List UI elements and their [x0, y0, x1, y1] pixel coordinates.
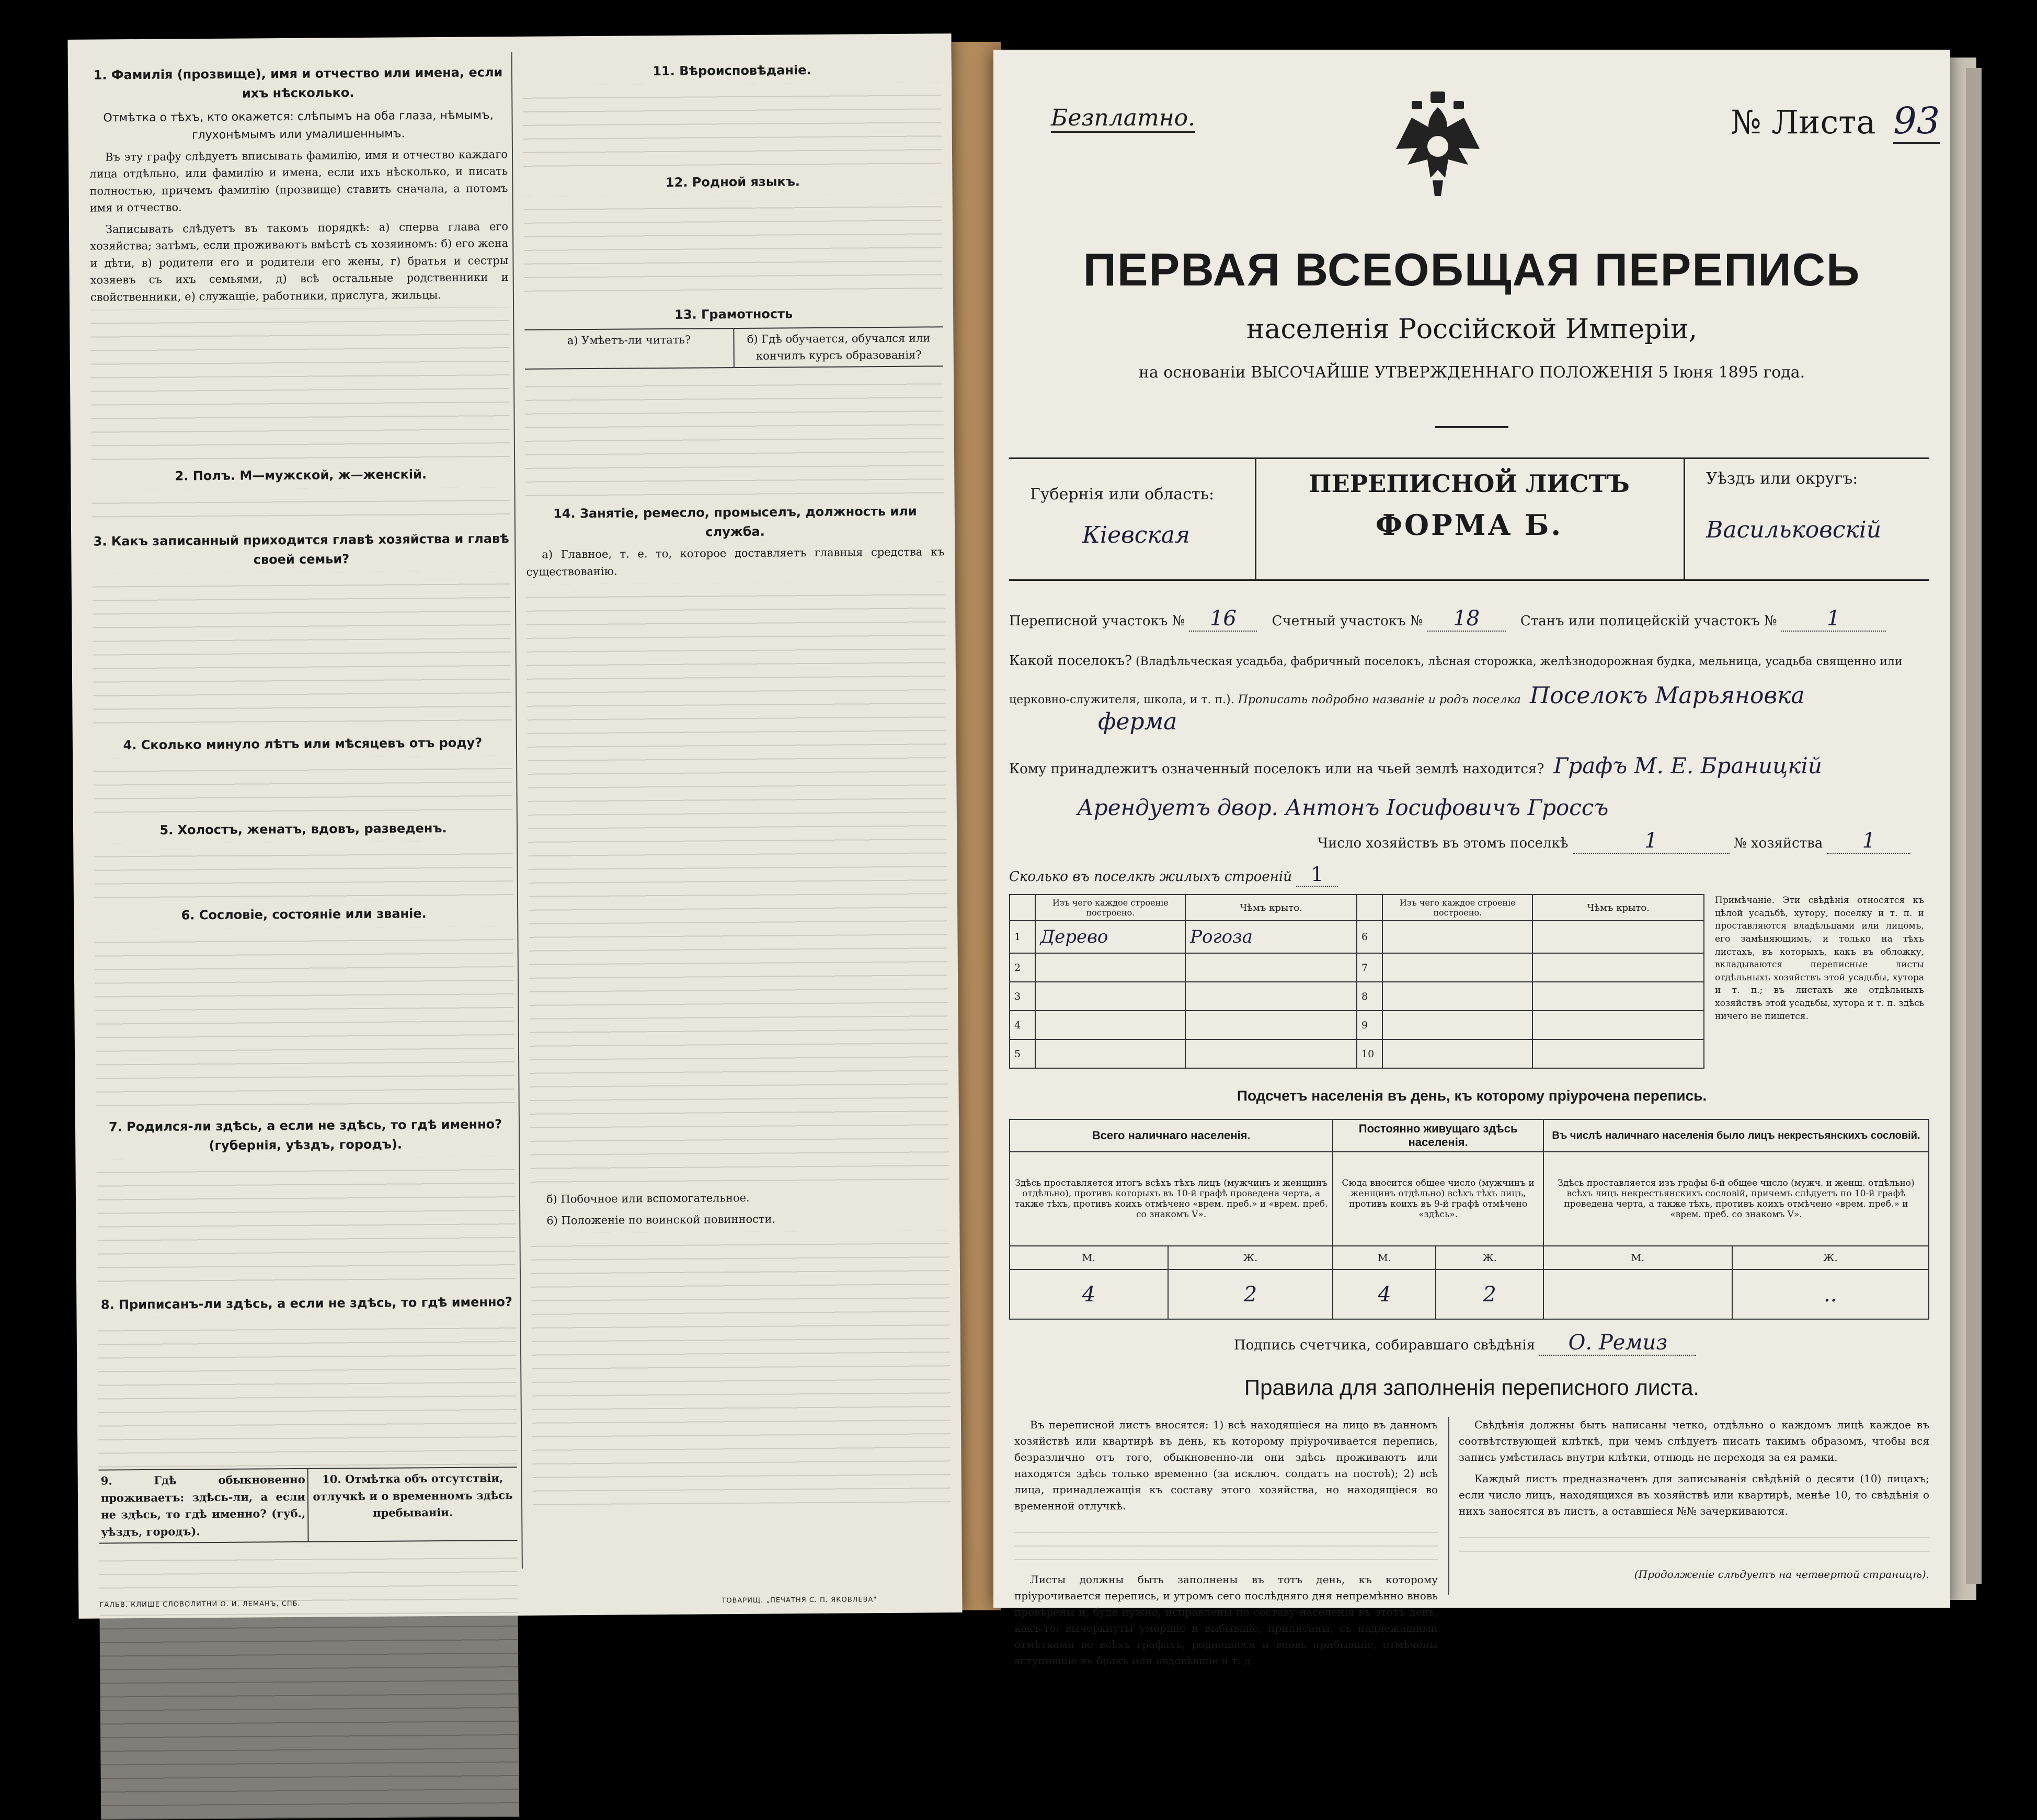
building-roof[interactable]: Рогоза	[1185, 921, 1357, 953]
count-title: Подсчетъ населенія въ день, къ которому пріурочена перепись.	[1237, 1088, 1707, 1104]
section-heading: б) Гдѣ обучается, обучался или кончилъ курсъ образованія?	[747, 331, 931, 362]
household-number-value[interactable]: 1	[1827, 829, 1910, 854]
table-row: 1 Дерево Рогоза 6	[1010, 921, 1704, 953]
text-block	[91, 487, 510, 527]
section-heading: 9. Гдѣ обыкновенно проживаетъ: здѣсь-ли, а если не здѣсь, то гдѣ именно? (губ., уѣздъ, городъ).	[99, 1469, 309, 1543]
instructions-column-left	[89, 58, 519, 1820]
section-heading: 11. Вѣроисповѣданіе.	[653, 63, 811, 79]
owner-row: Кому принадлежитъ означенный поселокъ или на чьей землѣ находится? Графъ М. Е. Браницкій	[1009, 753, 1822, 779]
text-block	[1014, 1519, 1438, 1566]
census-form-page	[993, 50, 1950, 1667]
rules-column-right	[1459, 1417, 1929, 1583]
sheet-number-value: 93	[1893, 99, 1940, 144]
continued-note: (Продолженіе слѣдуетъ на четвертой страницѣ).	[1634, 1568, 1929, 1581]
count-district-value[interactable]: 18	[1427, 606, 1506, 632]
text-block	[531, 1230, 951, 1505]
paragraph: Листы должны быть заполнены въ тотъ день, къ которому пріурочивается перепись, и утромъ сего послѣдняго дня непремѣнно вновь провѣрены и, буде нужно, исправлены по составу населенія въ этотъ день, какъ-то: вычеркнуты умершіе и выбывшіе, приписаны, съ надлежащими отмѣтками во всѣхъ графахъ, родившіеся и вновь прибывшіе, отмѣчены вступившіе въ бракъ или овдовѣвшіе и т. д.	[1014, 1573, 1438, 1667]
note: Примѣчаніе. Эти свѣдѣнія относятся къ цѣлой усадьбѣ, хутору, поселку и т. п. и проставляются владѣльцами или лицомъ, его замѣняющимъ, и только на тѣхъ листахъ, въ которыхъ, какъ въ обложку, вкладываются переписные листы отдѣльныхъ хозяйствъ этой усадьбы, хутора и т. п.; въ листахъ же отдѣльныхъ хозяйствъ этой усадьбы, хутора и т. п. здѣсь ничего не пишется.	[1715, 895, 1924, 1022]
permanent-male-value[interactable]: 4	[1333, 1269, 1436, 1319]
text-block	[525, 371, 944, 499]
paragraph: Въ переписной листъ вносятся: 1) всѣ находящіеся на лицо въ данномъ хозяйствѣ или квартирѣ въ день, къ которому пріурочивается перепись, безразлично отъ того, обыкновенно-ли они здѣсь проживаютъ или находятся здѣсь только временно (за исключ. солдатъ на постоѣ); 2) всѣ лица, принадлежащія къ составу этого хозяйства, но находящіеся во временной отлучкѣ.	[1014, 1418, 1438, 1512]
buildings-row: Сколько въ поселкѣ жилыхъ строеній 1	[1009, 863, 1338, 887]
settlement-block: Какой поселокъ? (Владѣльческая усадьба, фабричный поселокъ, лѣсная сторожка, желѣзнодорожная будка, мельница, усадьба священно или церковно-служителя, школа, и т. п.). Прописать подробно названіе и родъ поселка Поселокъ Марьяновка	[1009, 653, 1903, 709]
text-block	[94, 756, 512, 816]
tenant-value[interactable]: Арендуетъ двор. Антонъ Іосифовичъ Гроссъ	[1077, 795, 1609, 820]
households-value[interactable]: 1	[1573, 829, 1730, 854]
district-row: Переписной участокъ № 16 Счетный участокъ № 18 Станъ или полицейскій участокъ № 1	[1009, 606, 1886, 632]
total-female-value[interactable]: 2	[1168, 1269, 1333, 1319]
section-subheading: Отмѣтка о тѣхъ, кто окажется: слѣпымъ на оба глаза, нѣмымъ, глухонѣмымъ или умалишеннымъ.	[103, 109, 494, 142]
stan-value[interactable]: 1	[1781, 606, 1886, 632]
divider	[1435, 426, 1508, 428]
sheet-title: ПЕРЕПИСНОЙ ЛИСТЪ	[1309, 470, 1630, 498]
section-heading: 12. Родной языкъ.	[665, 174, 800, 190]
households-row: Число хозяйствъ въ этомъ поселкѣ 1 № хозяйства 1	[1318, 829, 1910, 854]
permanent-female-value[interactable]: 2	[1436, 1269, 1543, 1319]
nonpeasant-male-value[interactable]	[1543, 1269, 1732, 1319]
rules-column-left	[1014, 1417, 1438, 1669]
text-block	[523, 82, 942, 169]
paragraph: Въ эту графу слѣдуетъ вписывать фамилію, имя и отчество каждаго лица отдѣльно, или фамилію и имена, если ихъ нѣсколько, и писать полностью, причемъ фамилію (прозвище) ставить сначала, а потомъ имя и отчество.	[89, 147, 508, 214]
owner-value[interactable]: Графъ М. Е. Браницкій	[1553, 753, 1822, 779]
buildings-value[interactable]: 1	[1296, 863, 1338, 887]
rules-title: Правила для заполненія переписного листа.	[1244, 1375, 1700, 1400]
section-heading: 3. Какъ записанный приходится главѣ хозяйства и главѣ своей семьи?	[93, 531, 509, 567]
table-row: 3 8	[1010, 982, 1704, 1011]
section-heading: 4. Сколько минуло лѣтъ или мѣсяцевъ отъ роду?	[123, 735, 483, 753]
text-block	[524, 194, 943, 302]
page-edges-back	[1966, 68, 1982, 1584]
settlement-type-value[interactable]: ферма	[1098, 708, 1177, 735]
paragraph: б) Побочное или вспомогательное.	[546, 1192, 750, 1206]
section-heading: 1. Фамилія (прозвище), имя и отчество или имена, если ихъ нѣсколько.	[93, 65, 503, 101]
col-header: Изъ чего каждое строеніе построено.	[1382, 895, 1532, 921]
paragraph: Каждый листъ предназначенъ для записыванія свѣдѣній о десяти (10) лицахъ; если число лицъ, находящихся въ хозяйствѣ или квартирѣ, менѣе 10, то свѣдѣнія о нихъ заносятся въ листъ, а оставшіеся №№ зачеркиваются.	[1459, 1472, 1929, 1517]
text-block	[99, 1545, 520, 1820]
instructions-page	[67, 33, 962, 1619]
paragraph: а) Главное, т. е. то, которое доставляетъ главныя средства къ существованію.	[526, 545, 945, 578]
section-heading: 10. Отмѣтка объ отсутствіи, отлучкѣ и о временномъ здѣсь пребываніи.	[313, 1471, 513, 1520]
nonpeasant-female-value[interactable]: ..	[1732, 1269, 1929, 1319]
form-title: ПЕРВАЯ ВСЕОБЩАЯ ПЕРЕПИСЬ	[1083, 244, 1861, 295]
form-subtitle: населенія Россійской Имперіи,	[1246, 314, 1698, 345]
gubernia-label: Губернія или область:	[1030, 485, 1215, 503]
table-row: 4 9	[1010, 1011, 1704, 1039]
sheet-form: ФОРМА Б.	[1375, 508, 1563, 542]
region-header	[1009, 457, 1929, 581]
signature-value[interactable]: О. Ремиз	[1539, 1331, 1696, 1356]
col-header: Всего наличнаго населенія.	[1010, 1119, 1333, 1152]
col-header: Постоянно живущаго здѣсь населенія.	[1333, 1119, 1543, 1152]
table-row: 5 10	[1010, 1039, 1704, 1068]
col-header: Чѣмъ крыто.	[1185, 895, 1357, 921]
printer-imprint: ГАЛЬВ. КЛИШЕ СЛОВОЛИТНИ О. И. ЛЕМАНЪ, СПБ.	[99, 1599, 301, 1609]
sheet-number-label: № Листа 93	[1731, 99, 1940, 142]
column-divider	[1448, 1417, 1449, 1595]
buildings-table	[1009, 894, 1704, 1069]
total-male-value[interactable]: 4	[1010, 1269, 1168, 1319]
text-block	[96, 1157, 516, 1290]
section-heading: 14. Занятіе, ремесло, промыселъ, должность или служба.	[553, 503, 917, 540]
text-block	[94, 841, 513, 901]
section-heading: 7. Родился-ли здѣсь, а если не здѣсь, то гдѣ именно? (губернія, уѣздъ, городъ).	[108, 1116, 502, 1153]
printer-imprint: ТОВАРИЩ. „ПЕЧАТНЯ С. П. ЯКОВЛЕВА"	[722, 1596, 877, 1605]
table-row: 2 7	[1010, 953, 1704, 982]
col-header: Изъ чего каждое строеніе построено.	[1035, 895, 1185, 921]
paragraph: Свѣдѣнія должны быть написаны четко, отдѣльно о каждомъ лицѣ каждое въ соотвѣтствующей клѣткѣ, при чемъ слѣдуетъ писать такимъ образомъ, чтобы вся запись умѣстилась внутри клѣтки, отнюдь не переходя за ея рамки.	[1459, 1418, 1929, 1463]
count-description: Здѣсь проставляется итогъ всѣхъ тѣхъ лицъ (мужчинъ и женщинъ отдѣльно), противъ которыхъ въ 10-й графѣ проведена черта, а также тѣхъ, противъ коихъ отмѣчено «врем. преб.» и «врем. преб. со знакомъ V».	[1010, 1152, 1333, 1246]
paragraph: 6) Положеніе по воинской повинности.	[546, 1212, 776, 1227]
count-description: Сюда вносится общее число (мужчинъ и женщинъ отдѣльно) всѣхъ тѣхъ лицъ, противъ коихъ въ 9-й графѣ отмѣчено «здѣсь».	[1333, 1152, 1543, 1246]
section-heading: 2. Полъ. М—мужской, ж—женскій.	[175, 467, 427, 484]
free-label: Безплатно.	[1051, 105, 1195, 133]
settlement-value[interactable]: Поселокъ Марьяновка	[1529, 682, 1805, 709]
uezd-value[interactable]: Васильковскій	[1706, 517, 1882, 543]
section-heading: а) Умѣетъ-ли читать?	[524, 329, 735, 369]
text-block	[95, 926, 514, 1113]
text-block	[1459, 1525, 1929, 1561]
gubernia-value[interactable]: Кіевская	[1082, 522, 1191, 548]
signature-row: Подпись счетчика, собиравшаго свѣдѣнія О. Ремиз	[1234, 1331, 1696, 1356]
count-description: Здѣсь проставляется изъ графы 6-й общее число (мужч. и женщ. отдѣльно) всѣхъ лицъ некрестьянскихъ сословій, причемъ слѣдуетъ по 10-й графѣ проведена черта, а также тѣхъ, противъ коихъ отмѣчено «врем. преб.» и «врем. преб. со знакомъ V».	[1543, 1152, 1929, 1246]
text-block	[90, 307, 510, 463]
text-block	[527, 581, 949, 1191]
section-heading: 8. Приписанъ-ли здѣсь, а если не здѣсь, то гдѣ именно?	[100, 1295, 513, 1312]
form-basis: на основаніи ВЫСОЧАЙШЕ УТВЕРЖДЕННАГО ПОЛОЖЕНІЯ 5 Іюня 1895 года.	[1138, 363, 1805, 382]
uezd-label: Уѣздъ или округъ:	[1706, 470, 1858, 488]
census-district-value[interactable]: 16	[1189, 606, 1257, 632]
paragraph: Записывать слѣдуетъ въ такомъ порядкѣ: а) сперва глава его хозяйства; затѣмъ, если проживаютъ вмѣстѣ съ хозяиномъ: б) его жена и дѣти, в) родители его и родители его жены, г) братья и сестры хозяевъ съ ихъ семьями, д) всѣ остальные родственники и свойственники, е) служащіе, работники, прислуга, жильцы.	[90, 220, 509, 304]
section-heading: 6. Сословіе, состояніе или званіе.	[181, 906, 427, 923]
text-block	[93, 571, 512, 731]
instructions-column-right	[523, 54, 951, 1505]
building-material[interactable]: Дерево	[1035, 921, 1185, 953]
col-header: Въ числѣ наличнаго населенія было лицъ некрестьянскихъ сословій.	[1543, 1119, 1929, 1152]
population-count-table: Всего наличнаго населенія. Постоянно живущаго здѣсь населенія. Въ числѣ наличнаго населенія было лицъ некрестьянскихъ сословій. Здѣсь проставляется итогъ всѣхъ тѣхъ лицъ (мужчинъ и женщинъ отдѣльно), противъ которыхъ въ 10-й графѣ проведена черта, а также тѣхъ, противъ коихъ отмѣчено «врем. преб.» и «врем. преб. со знакомъ V». Сюда вносится общее число (мужчинъ и женщинъ отдѣльно) всѣхъ тѣхъ лицъ, противъ коихъ въ 9-й графѣ отмѣчено «здѣсь». Здѣсь проставляется изъ графы 6-й общее число (мужч. и женщ. отдѣльно) всѣхъ лицъ некрестьянскихъ сословій, причемъ слѣдуетъ по 10-й графѣ проведена черта, а также тѣхъ, противъ коихъ отмѣчено «врем. преб.» и «врем. преб. со знакомъ V». М. Ж. М. Ж. М. Ж. 4 2 4 2 ..	[1009, 1119, 1929, 1320]
imperial-eagle-emblem	[1380, 86, 1495, 201]
col-header: Чѣмъ крыто.	[1532, 895, 1704, 921]
section-heading: 13. Грамотность	[674, 306, 793, 323]
section-heading: 5. Холостъ, женатъ, вдовъ, разведенъ.	[159, 821, 447, 838]
text-block	[98, 1315, 517, 1470]
